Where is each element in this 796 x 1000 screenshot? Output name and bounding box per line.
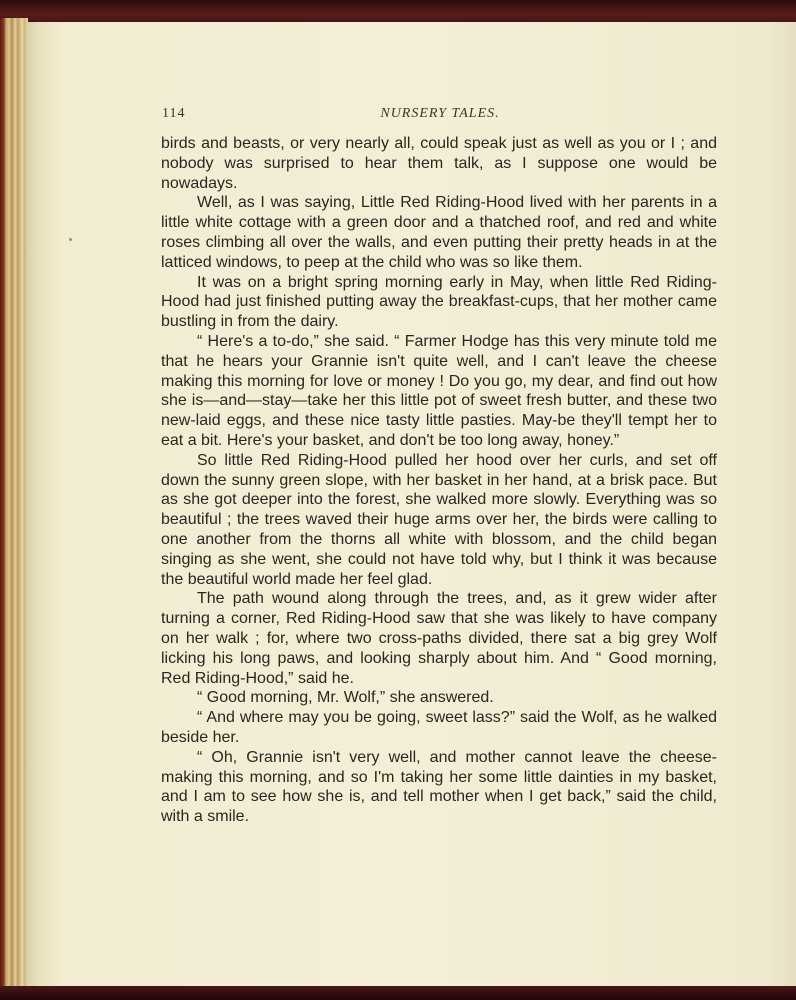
paragraph: birds and beasts, or very nearly all, could speak just as well as you or I ; and nobody was surprised to hear them talk, as I suppose one would be nowadays. [161,135,717,192]
paragraph: The path wound along through the trees, and, as it grew wider after turning a corner, Red Riding-Hood saw that she was likely to have company on her walk ; for, where two cross-paths divided, there sat a big grey Wolf licking his long paws, and looking sharply about him. And “ Good morning, Red Riding-Hood,” said he. [161,590,717,687]
paragraph: It was on a bright spring morning early in May, when little Red Riding-Hood had just finished putting away the breakfast-cups, that her mother came bustling in from the dairy. [161,273,717,331]
book-bottom-edge [0,986,796,1000]
paragraph: “ Good morning, Mr. Wolf,” she answered. [197,689,494,707]
page-number: 114 [162,106,186,121]
paragraph: “ Oh, Grannie isn't very well, and mother cannot leave the cheese-making this morning, and so I'm taking her some little dainties in my basket, and I am to see how she is, and tell mother when I get back,” said the child, with a smile. [161,748,717,826]
page-header [162,106,718,128]
running-title: NURSERY TALES. [380,106,500,121]
paragraph: Well, as I was saying, Little Red Riding-Hood lived with her parents in a little white cottage with a green door and a thatched roof, and red and white roses climbing all over the walls, and even putting their pretty heads in at the latticed windows, to peep at the child who was so like them. [161,194,717,271]
paragraph: “ Here's a to-do,” she said. “ Farmer Hodge has this very minute told me that he hears your Grannie isn't quite well, and I can't leave the cheese making this morning for love or money ! Do you go, my dear, and find out how she is—and—stay—take her this little pot of sweet fresh butter, and these two new-laid eggs, and these nice tasty little pasties. May-be they'll tempt her to eat a bit. Here's your basket, and don't be too long away, honey.” [161,332,717,449]
paragraph: So little Red Riding-Hood pulled her hood over her curls, and set off down the sunny green slope, with her basket in her hand, at a brisk pace. But as she got deeper into the forest, she walked more slowly. Everything was so beautiful ; the trees waved their huge arms over her, the birds were calling to one another from the thorns all white with blossom, and the child began singing as she went, she could not have told why, but I think it was because the beautiful world made her feel glad. [161,451,717,588]
book-cover-edge [0,18,28,1000]
paragraph: “ And where may you be going, sweet lass?” said the Wolf, as he walked beside her. [161,709,717,746]
body-text [161,134,717,827]
paper-speck [69,238,72,241]
